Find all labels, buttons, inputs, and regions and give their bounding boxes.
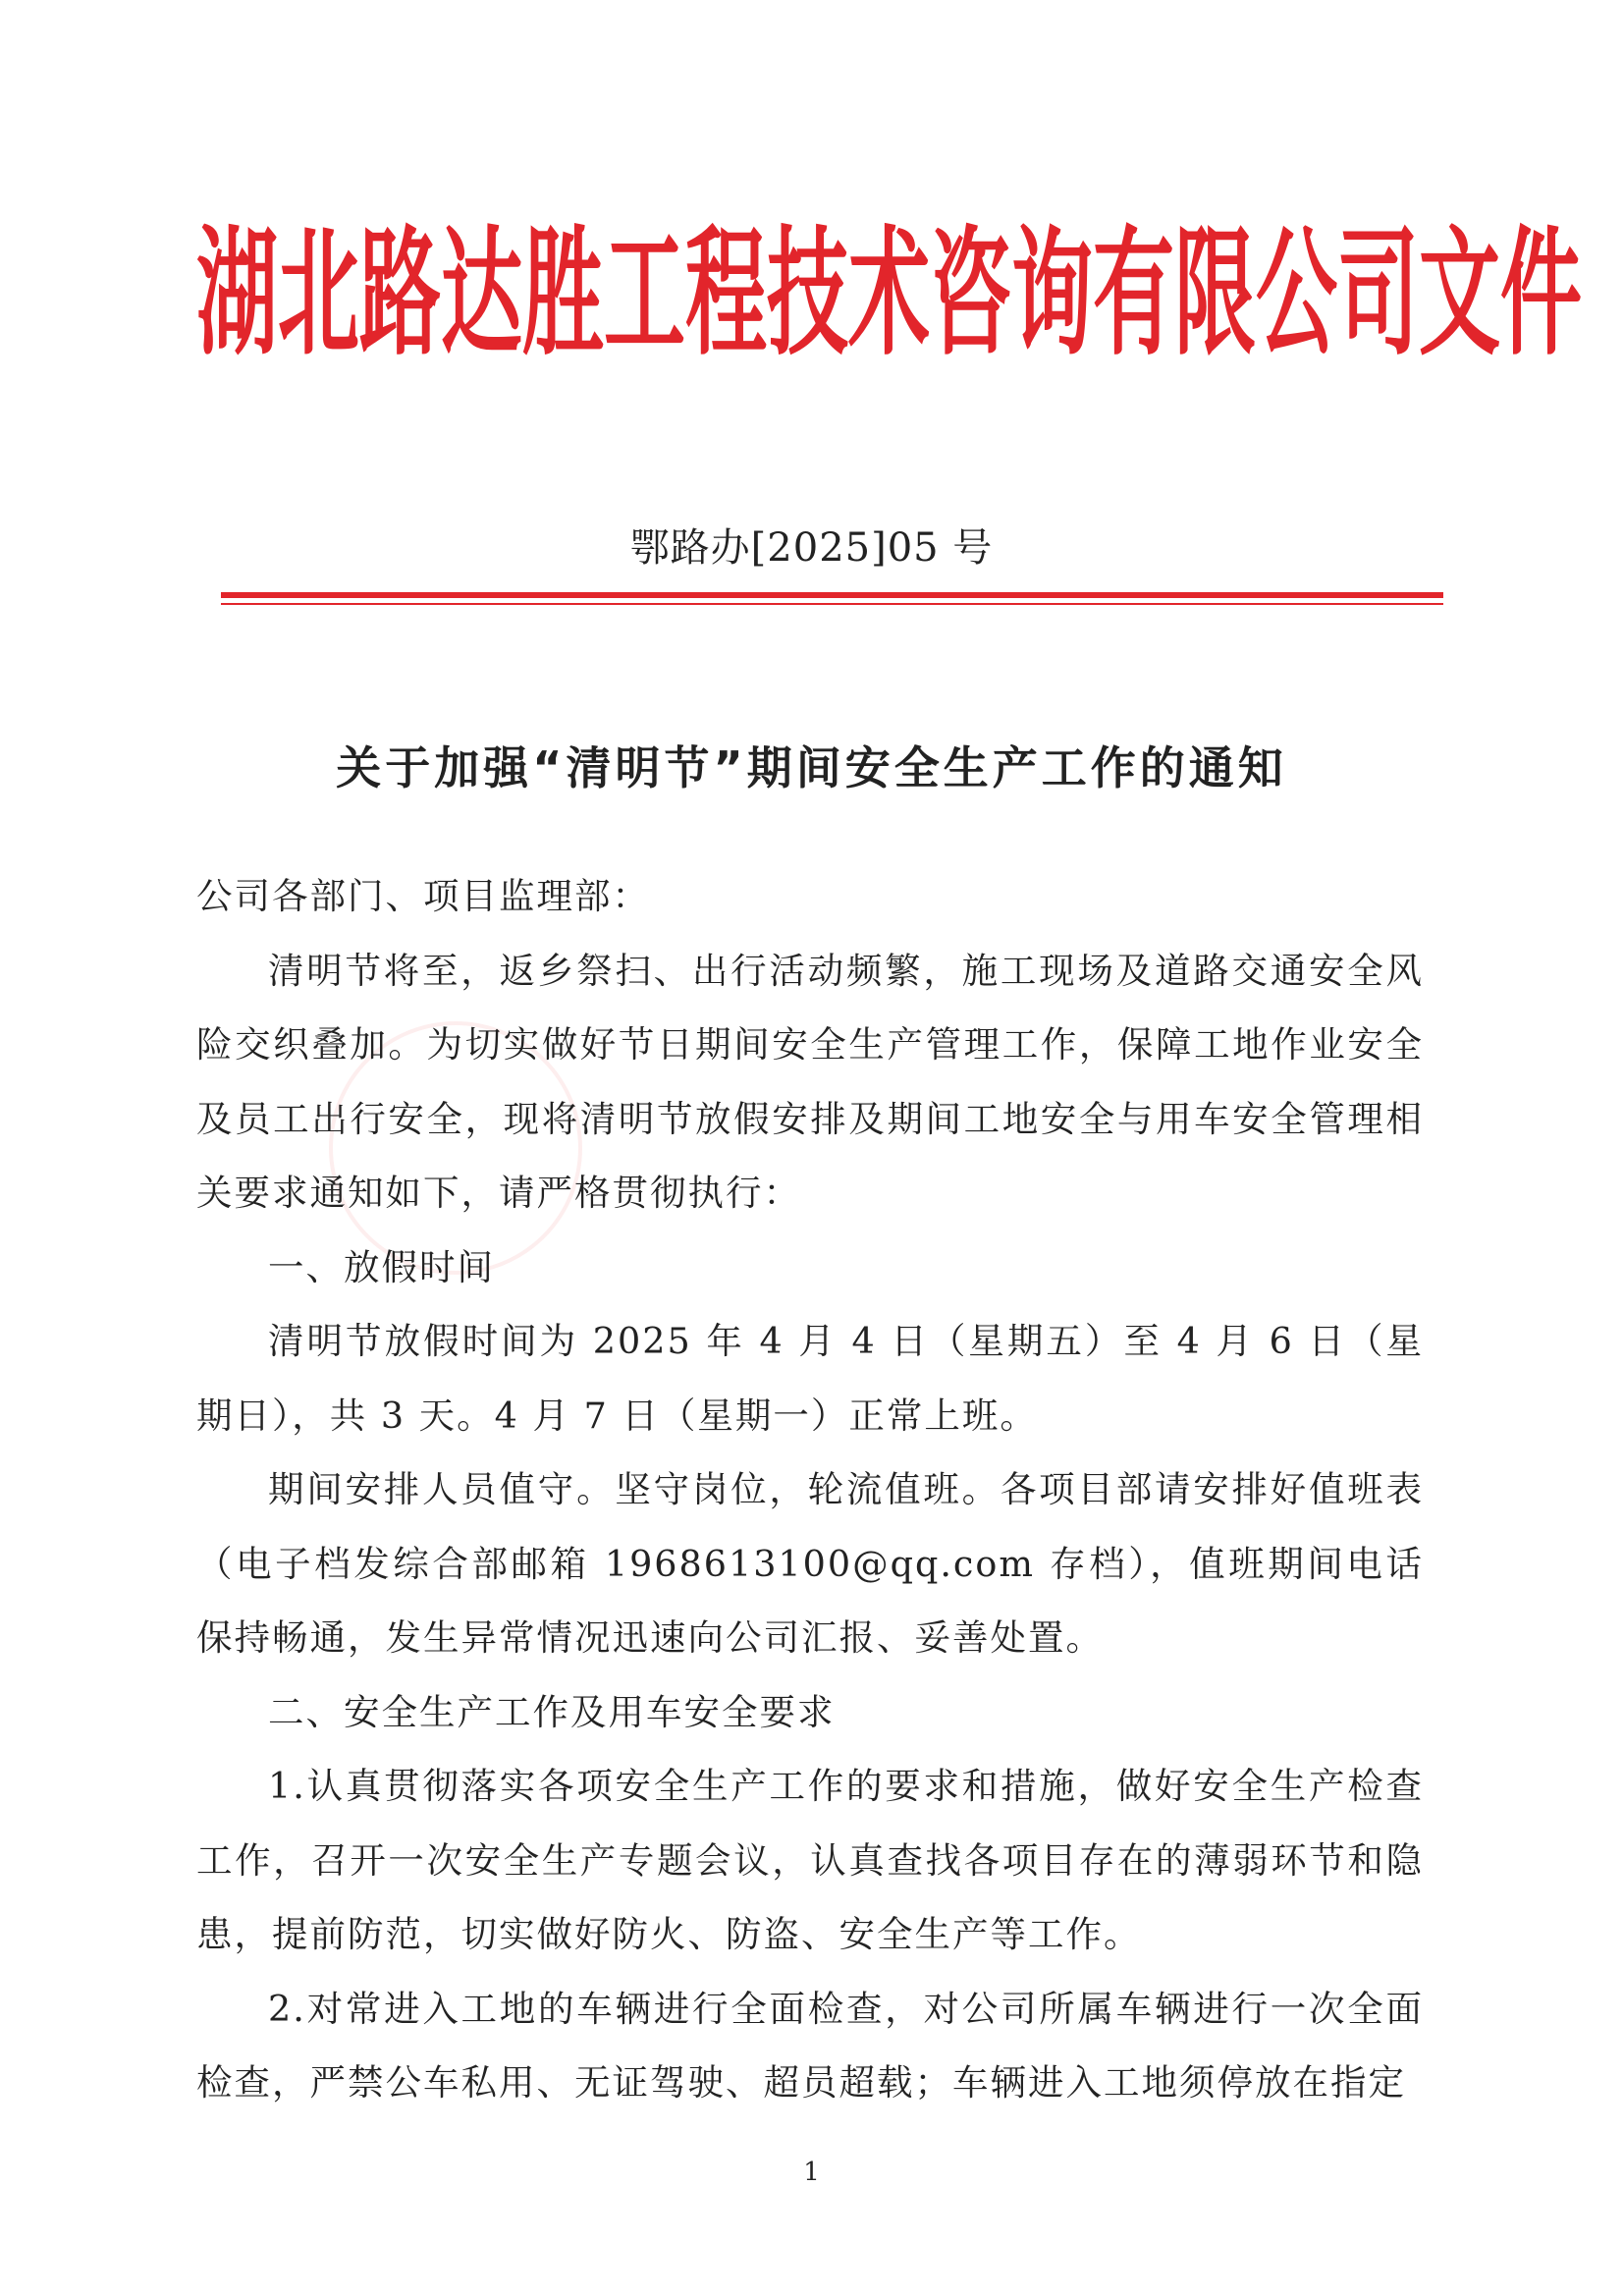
section-heading-holiday: 一、放假时间 xyxy=(268,1245,495,1288)
red-divider-thick xyxy=(221,592,1443,598)
salutation: 公司各部门、项目监理部： xyxy=(196,875,650,917)
duty-arrangement-paragraph: 期间安排人员值守。坚守岗位，轮流值班。各项目部请安排好值班表（电子档发综合部邮箱 1968613100@qq.com 存档），值班期间电话保持畅通，发生异常情况迅速向公司汇报、妥善处置。 xyxy=(196,1468,1424,1659)
safety-item-2: 2.对常进入工地的车辆进行全面检查，对公司所属车辆进行一次全面检查，严禁公车私用、无证驾驶、超员超载；车辆进入工地须停放在指定 xyxy=(196,1987,1424,2104)
holiday-dates-paragraph: 清明节放假时间为 2025 年 4 月 4 日（星期五）至 4 月 6 日（星期日），共 3 天。4 月 7 日（星期一）正常上班。 xyxy=(196,1320,1424,1437)
section-heading-safety: 二、安全生产工作及用车安全要求 xyxy=(268,1690,836,1733)
letterhead-title: 湖北路达胜工程技术咨询有限公司文件 xyxy=(196,212,1582,375)
intro-paragraph: 清明节将至，返乡祭扫、出行活动频繁，施工现场及道路交通安全风险交织叠加。为切实做好节日期间安全生产管理工作，保障工地作业安全及员工出行安全，现将清明节放假安排及期间工地安全与用车安全管理相关要求通知如下，请严格贯彻执行： xyxy=(196,949,1424,1214)
safety-item-1: 1.认真贯彻落实各项安全生产工作的要求和措施，做好安全生产检查工作，召开一次安全生产专题会议，认真查找各项目存在的薄弱环节和隐患，提前防范，切实做好防火、防盗、安全生产等工作。 xyxy=(196,1765,1424,1955)
notice-body xyxy=(196,859,1424,2120)
notice-title: 关于加强“清明节”期间安全生产工作的通知 xyxy=(336,741,1287,794)
page-number: 1 xyxy=(803,2158,820,2187)
red-divider-thin xyxy=(221,603,1443,605)
document-number: 鄂路办[2025]05 号 xyxy=(629,525,994,571)
